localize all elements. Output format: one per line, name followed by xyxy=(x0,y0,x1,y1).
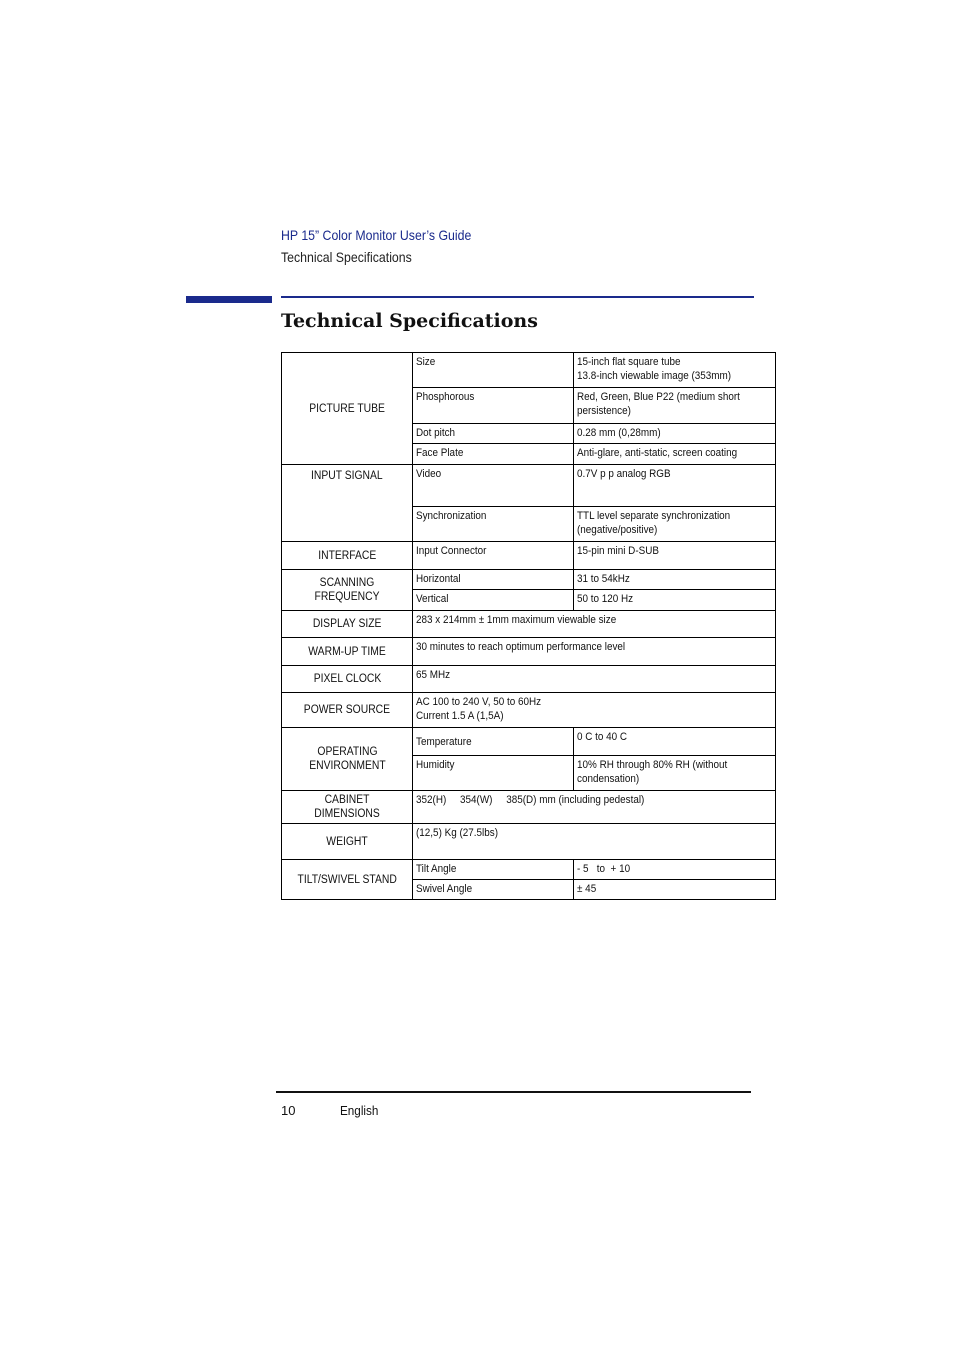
spec-category-scanning-frequency: SCANNING FREQUENCY xyxy=(282,570,413,611)
spec-value-tilt-angle: - 5 to + 10 xyxy=(574,860,776,880)
spec-label-video: Video xyxy=(413,465,574,507)
spec-category-tilt-swivel-stand: TILT/SWIVEL STAND xyxy=(282,860,413,900)
spec-value-power-source: AC 100 to 240 V, 50 to 60Hz Current 1.5 A (1,5A) xyxy=(413,693,776,728)
spec-value-weight: (12,5) Kg (27.5lbs) xyxy=(413,824,776,860)
spec-value-phosphorous: Red, Green, Blue P22 (medium short persistence) xyxy=(574,388,776,424)
spec-label-input-connector: Input Connector xyxy=(413,542,574,570)
header-rule xyxy=(281,296,754,298)
spec-category-picture-tube: PICTURE TUBE xyxy=(282,353,413,465)
spec-value-synchronization: TTL level separate synchronization (negative/positive) xyxy=(574,507,776,542)
footer-rule xyxy=(276,1091,751,1093)
spec-table xyxy=(281,352,776,900)
spec-label-swivel-angle: Swivel Angle xyxy=(413,880,574,900)
spec-label-face-plate: Face Plate xyxy=(413,444,574,465)
spec-value-cabinet-dimensions: 352(H) 354(W) 385(D) mm (including pedestal) xyxy=(413,791,776,824)
spec-value-humidity: 10% RH through 80% RH (without condensation) xyxy=(574,756,776,791)
spec-value-face-plate: Anti-glare, anti-static, screen coating xyxy=(574,444,776,465)
spec-label-tilt-angle: Tilt Angle xyxy=(413,860,574,880)
spec-value-vertical: 50 to 120 Hz xyxy=(574,590,776,611)
spec-category-input-signal: INPUT SIGNAL xyxy=(282,465,413,542)
spec-value-size: 15-inch flat square tube 13.8-inch viewable image (353mm) xyxy=(574,353,776,388)
spec-category-weight: WEIGHT xyxy=(282,824,413,860)
header-accent-bar xyxy=(186,296,272,303)
spec-value-display-size: 283 x 214mm ± 1mm maximum viewable size xyxy=(413,611,776,638)
spec-value-warm-up-time: 30 minutes to reach optimum performance level xyxy=(413,638,776,666)
spec-category-interface: INTERFACE xyxy=(282,542,413,570)
spec-label-temperature: Temperature xyxy=(413,728,574,756)
spec-value-dot-pitch: 0.28 mm (0,28mm) xyxy=(574,424,776,444)
spec-value-input-connector: 15-pin mini D-SUB xyxy=(574,542,776,570)
spec-category-power-source: POWER SOURCE xyxy=(282,693,413,728)
spec-label-size: Size xyxy=(413,353,574,388)
spec-category-cabinet-dimensions: CABINET DIMENSIONS xyxy=(282,791,413,824)
section-title: Technical Specifications xyxy=(281,310,538,332)
spec-label-vertical: Vertical xyxy=(413,590,574,611)
spec-category-warm-up-time: WARM-UP TIME xyxy=(282,638,413,666)
spec-value-horizontal: 31 to 54kHz xyxy=(574,570,776,590)
footer-language: English xyxy=(340,1103,379,1118)
spec-label-phosphorous: Phosphorous xyxy=(413,388,574,424)
spec-value-temperature: 0 C to 40 C xyxy=(574,728,776,756)
spec-category-display-size: DISPLAY SIZE xyxy=(282,611,413,638)
spec-value-pixel-clock: 65 MHz xyxy=(413,666,776,693)
spec-label-humidity: Humidity xyxy=(413,756,574,791)
spec-label-horizontal: Horizontal xyxy=(413,570,574,590)
spec-label-dot-pitch: Dot pitch xyxy=(413,424,574,444)
guide-title: HP 15” Color Monitor User’s Guide xyxy=(281,227,472,243)
spec-category-pixel-clock: PIXEL CLOCK xyxy=(282,666,413,693)
spec-value-video: 0.7V p p analog RGB xyxy=(574,465,776,507)
spec-label-synchronization: Synchronization xyxy=(413,507,574,542)
page-number: 10 xyxy=(281,1103,296,1118)
spec-value-swivel-angle: ± 45 xyxy=(574,880,776,900)
spec-category-operating-environment: OPERATING ENVIRONMENT xyxy=(282,728,413,791)
section-label: Technical Specifications xyxy=(281,249,412,265)
